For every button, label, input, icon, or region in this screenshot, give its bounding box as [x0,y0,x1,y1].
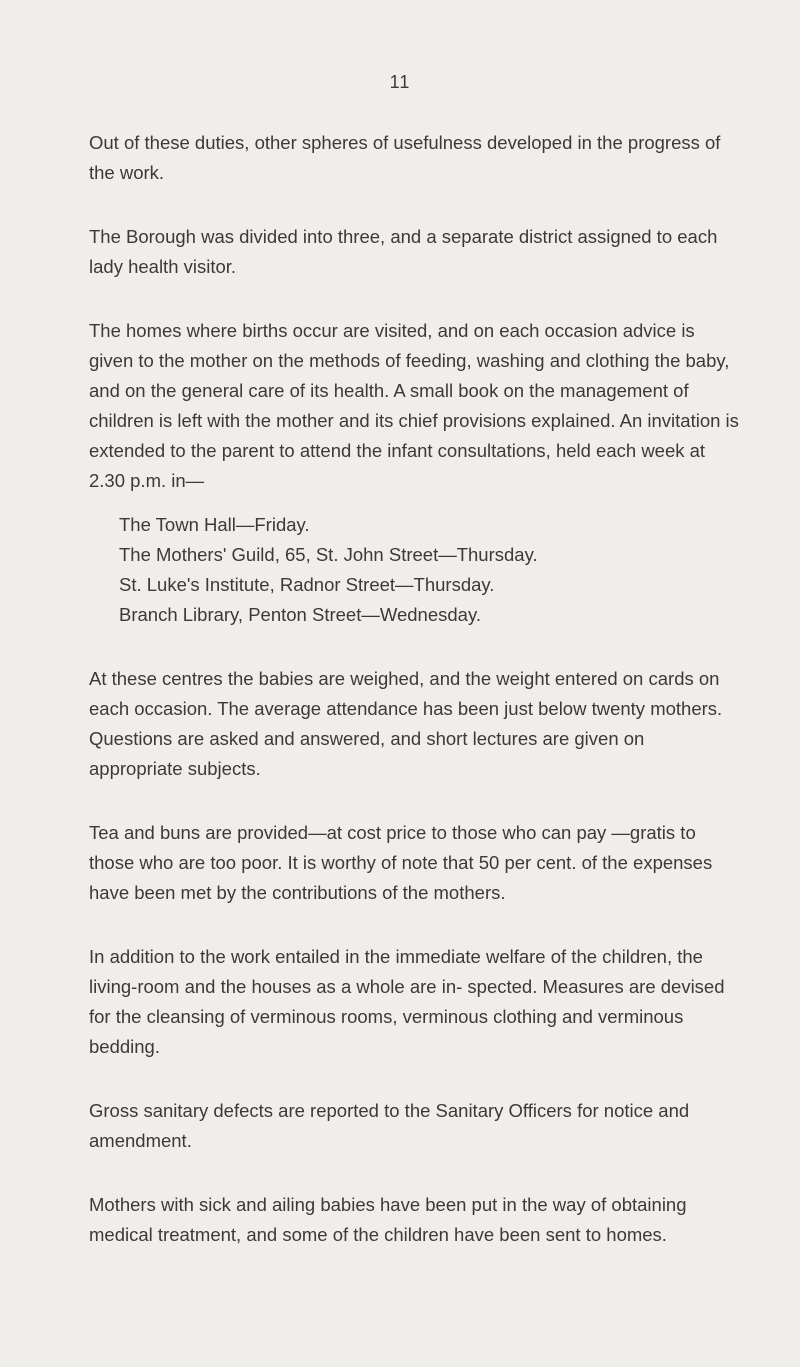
paragraph-tea-and-buns: Tea and buns are provided—at cost price to those who can pay —gratis to those who are too poor. It is worthy of note that 50 per cent. of the expenses have been met by the contributions of the mothers. [89,822,713,903]
consultation-venue-list [119,510,741,630]
paragraph-borough-districts: The Borough was divided into three, and a separate district assigned to each lady health visitor. [89,226,718,277]
paragraph-medical-treatment: Mothers with sick and ailing babies have been put in the way of obtaining medical treatment, and some of the children have been sent to homes. [89,1194,687,1245]
paragraph-home-visits: The homes where births occur are visited, and on each occasion advice is given to the mother on the methods of feeding, washing and clothing the baby, and on the general care of its health. A small book on the management of children is left with the mother and its chief provisions explained. An invitation is extended to the parent to attend the infant consultations, held each week at 2.30 p.m. in— [89,320,739,491]
page-number: 11 [389,72,411,92]
venue-item: The Town Hall—Friday. [119,514,310,535]
paragraph-sanitary-defects: Gross sanitary defects are reported to the Sanitary Officers for notice and amendment. [89,1100,690,1151]
venue-item: Branch Library, Penton Street—Wednesday. [119,604,481,625]
venue-item: The Mothers' Guild, 65, St. John Street—Thursday. [119,544,538,565]
paragraph-duties: Out of these duties, other spheres of usefulness developed in the progress of the work. [89,132,721,183]
venue-item: St. Luke's Institute, Radnor Street—Thursday. [119,574,495,595]
paragraph-home-inspection: In addition to the work entailed in the immediate welfare of the children, the living-room and the houses as a whole are in- spected. Measures are devised for the cleansing of verminous rooms, verminous clothing and verminous bedding. [89,946,725,1057]
body-text [89,128,741,1284]
paragraph-weighing: At these centres the babies are weighed, and the weight entered on cards on each occasion. The average attendance has been just below twenty mothers. Questions are asked and answered, and short lectures are given on appropriate subjects. [89,668,723,779]
